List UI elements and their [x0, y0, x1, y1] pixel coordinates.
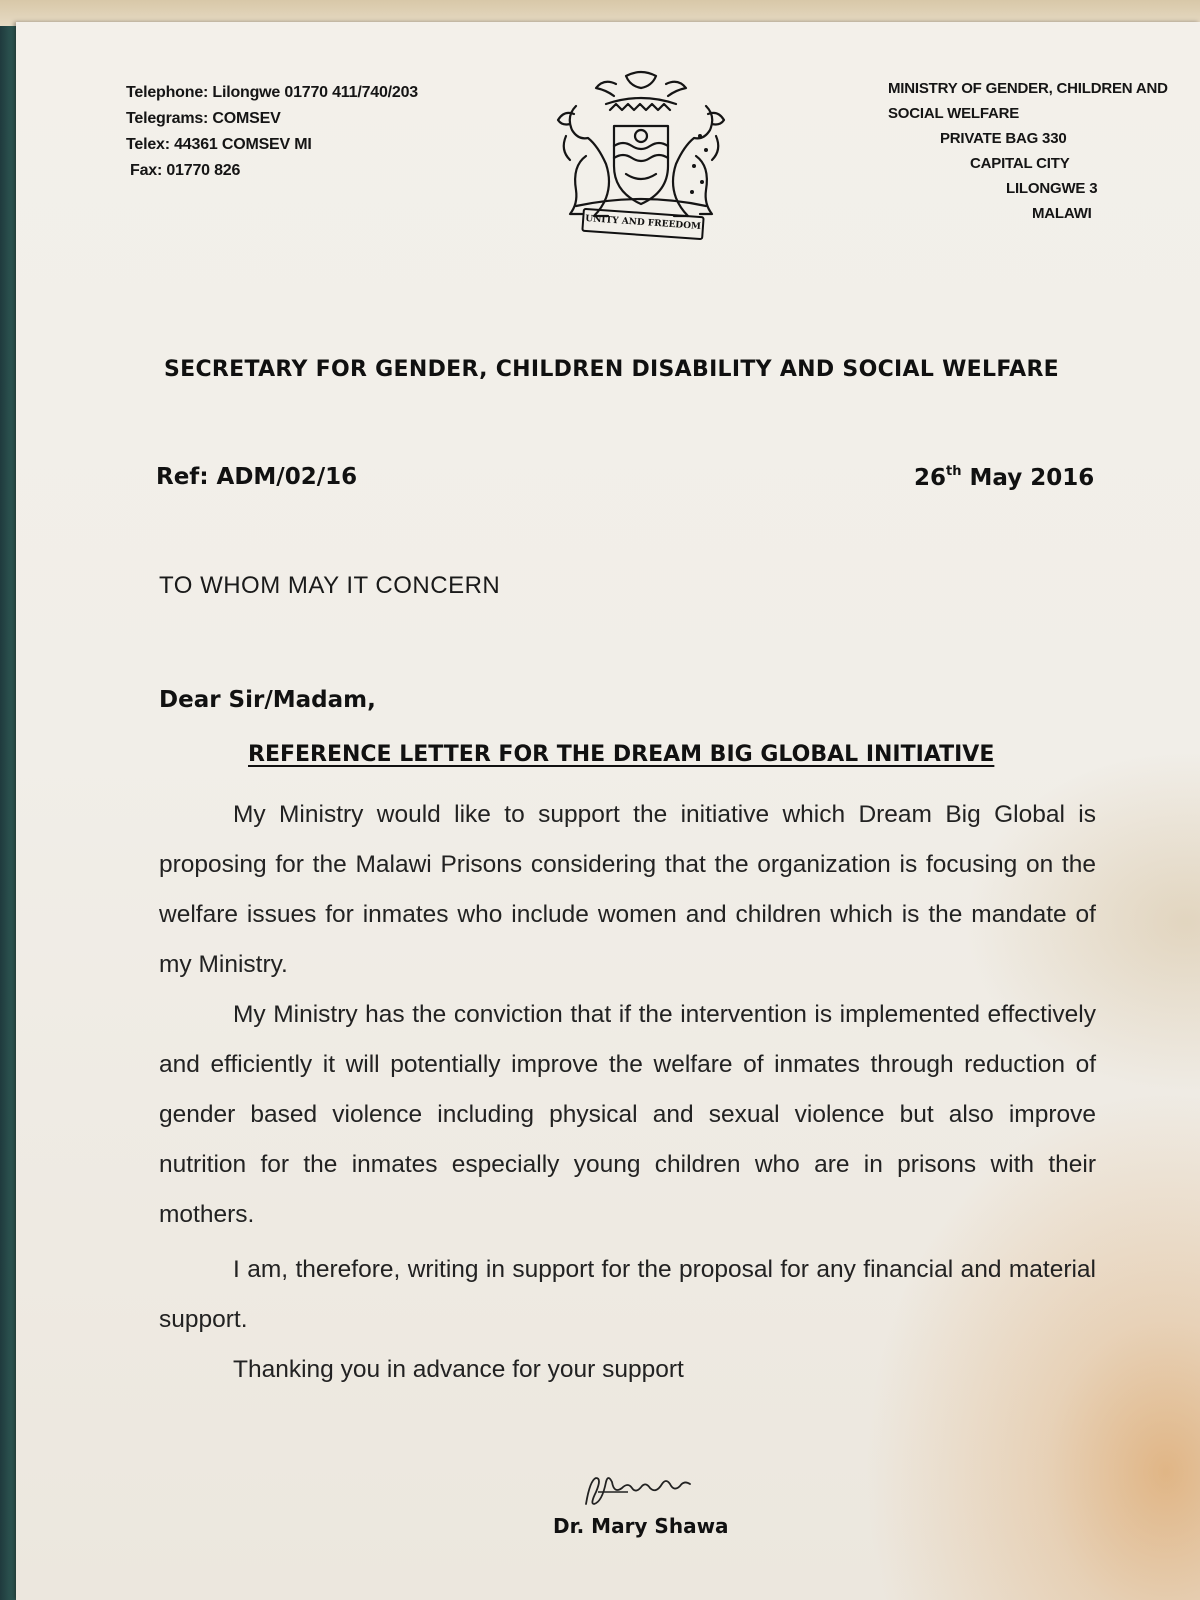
address-line: CAPITAL CITY: [970, 155, 1070, 172]
subject-line: REFERENCE LETTER FOR THE DREAM BIG GLOBAL INITIATIVE: [248, 742, 995, 767]
date-month-year: May 2016: [961, 465, 1095, 491]
fax-line: Fax: 01770 826: [130, 162, 241, 179]
closing-line: Thanking you in advance for your support: [233, 1356, 684, 1383]
letterhead-address: [888, 76, 1188, 226]
crest-motto: UNITY AND FREEDOM: [581, 208, 704, 240]
body-paragraph: I am, therefore, writing in support for the proposal for any financial and material support.: [159, 1256, 1096, 1333]
date-day: 26: [914, 465, 947, 491]
address-line: LILONGWE 3: [1006, 180, 1098, 197]
date-suffix: th: [946, 464, 962, 479]
letter-heading: SECRETARY FOR GENDER, CHILDREN DISABILITY AND SOCIAL WELFARE: [164, 357, 1060, 382]
letterhead-contacts: [126, 80, 418, 184]
body-paragraph: My Ministry has the conviction that if the intervention is implemented effectively and efficiently it will potentially improve the welfare of inmates through reduction of gender based violence including physical and sexual violence but also improve nutrition for the inmates especially young children who are in prisons with their mothers.: [159, 1001, 1096, 1228]
letter-body: [159, 790, 1096, 1395]
address-line: PRIVATE BAG 330: [940, 130, 1067, 147]
handwritten-signature: [576, 1472, 756, 1512]
address-line: MALAWI: [1032, 205, 1092, 222]
letter-page: [16, 22, 1200, 1600]
telephone-line: Telephone: Lilongwe 01770 411/740/203: [126, 84, 418, 101]
telegrams-line: Telegrams: COMSEV: [126, 110, 281, 127]
body-paragraph: My Ministry would like to support the initiative which Dream Big Global is proposing for the Malawi Prisons considering that the organization is focusing on the welfare issues for inmates who include women and children which is the mandate of my Ministry.: [159, 801, 1096, 978]
address-line: SOCIAL WELFARE: [888, 105, 1020, 122]
addressee-line: TO WHOM MAY IT CONCERN: [159, 572, 501, 599]
coat-of-arms-emblem: [546, 66, 736, 246]
letter-date: [914, 464, 1094, 491]
telex-line: Telex: 44361 COMSEV MI: [126, 136, 312, 153]
signer-name: Dr. Mary Shawa: [553, 1514, 729, 1538]
address-line: MINISTRY OF GENDER, CHILDREN AND: [888, 80, 1168, 97]
reference-number: Ref: ADM/02/16: [156, 464, 358, 490]
salutation: Dear Sir/Madam,: [159, 687, 376, 713]
